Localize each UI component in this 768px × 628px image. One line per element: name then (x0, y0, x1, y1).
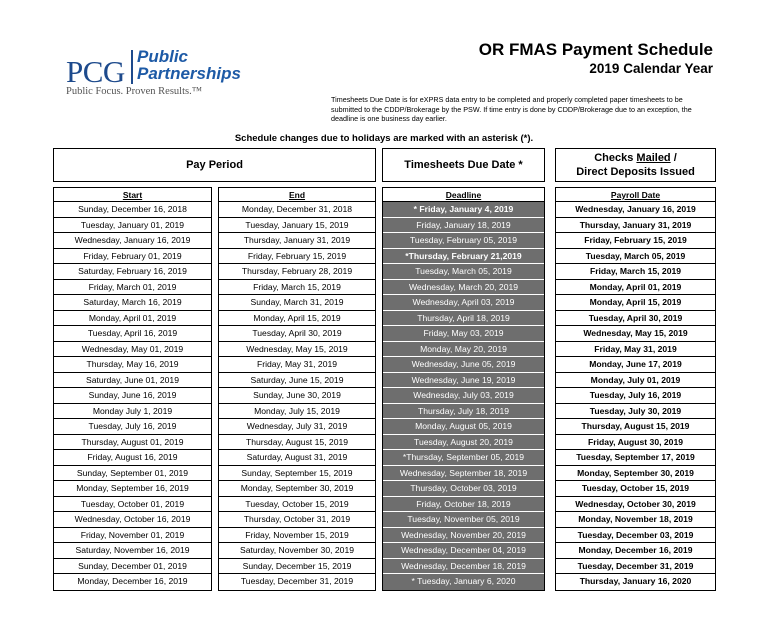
payroll-cell: Tuesday, July 16, 2019 (556, 388, 715, 404)
start-cell: Sunday, September 01, 2019 (54, 466, 211, 482)
end-cell: Thursday, October 31, 2019 (219, 512, 375, 528)
start-cell: Wednesday, May 01, 2019 (54, 342, 211, 358)
payroll-column-header: Payroll Date (556, 188, 715, 202)
deadline-cell: *Thursday, February 21,2019 (383, 249, 544, 265)
start-cell: Friday, February 01, 2019 (54, 249, 211, 265)
deadline-cell: Friday, January 18, 2019 (383, 218, 544, 234)
payroll-cell: Thursday, January 16, 2020 (579, 576, 692, 586)
deadline-cell: Thursday, April 18, 2019 (383, 311, 544, 327)
end-cell: Sunday, June 30, 2019 (219, 388, 375, 404)
payroll-cell: Monday, November 18, 2019 (556, 512, 715, 528)
start-cell: Friday, November 01, 2019 (54, 528, 211, 544)
deadline-cell: *Thursday, September 05, 2019 (383, 450, 544, 466)
deadline-column (382, 187, 545, 591)
end-cell: Sunday, March 31, 2019 (219, 295, 375, 311)
payroll-cell: Tuesday, September 17, 2019 (556, 450, 715, 466)
payroll-cell: Tuesday, December 31, 2019 (556, 559, 715, 575)
deadline-cell: Wednesday, December 04, 2019 (383, 543, 544, 559)
deadline-column-header: Deadline (383, 188, 544, 202)
start-cell: Saturday, March 16, 2019 (54, 295, 211, 311)
payroll-cell: Tuesday, July 30, 2019 (556, 404, 715, 420)
start-cell: Sunday, December 16, 2018 (54, 202, 211, 218)
timesheet-note: Timesheets Due Date is for eXPRS data entry to be completed and properly completed paper timesheets to be submitted to the CDDP/Brokerage by the PSW. If time entry is done by CDDP/Brokerage due to an exception, the deadline is one business day earlier. (331, 95, 692, 124)
start-cell: Thursday, May 16, 2019 (54, 357, 211, 373)
payroll-column (555, 187, 716, 591)
end-cell: Saturday, August 31, 2019 (219, 450, 375, 466)
end-column-header: End (219, 188, 375, 202)
payroll-cell: Monday, June 17, 2019 (556, 357, 715, 373)
deadline-cell: Friday, October 18, 2019 (383, 497, 544, 513)
end-cell: Monday, April 15, 2019 (219, 311, 375, 327)
payroll-cell: Monday, September 30, 2019 (556, 466, 715, 482)
deadline-cell: Thursday, October 03, 2019 (383, 481, 544, 497)
deadline-cell: Tuesday, February 05, 2019 (383, 233, 544, 249)
end-cell: Friday, February 15, 2019 (219, 249, 375, 265)
start-cell: Saturday, June 01, 2019 (54, 373, 211, 389)
end-cell: Saturday, June 15, 2019 (219, 373, 375, 389)
end-cell: Sunday, September 15, 2019 (219, 466, 375, 482)
start-cell: Saturday, February 16, 2019 (54, 264, 211, 280)
end-cell: Tuesday, April 30, 2019 (219, 326, 375, 342)
start-column-header: Start (54, 188, 211, 202)
payroll-cell: Friday, February 15, 2019 (556, 233, 715, 249)
end-cell: Tuesday, December 31, 2019 (240, 576, 354, 586)
deadline-cell: Wednesday, December 18, 2019 (383, 559, 544, 575)
deadline-cell: Wednesday, June 19, 2019 (383, 373, 544, 389)
payroll-cell: Friday, May 31, 2019 (556, 342, 715, 358)
deadline-cell: Monday, August 05, 2019 (383, 419, 544, 435)
end-cell: Sunday, December 15, 2019 (219, 559, 375, 575)
deadline-cell: Wednesday, June 05, 2019 (383, 357, 544, 373)
deadline-cell: Wednesday, November 20, 2019 (383, 528, 544, 544)
payroll-cell: Friday, August 30, 2019 (556, 435, 715, 451)
payroll-cell: Wednesday, October 30, 2019 (556, 497, 715, 513)
logo-pcg-text: PCG (66, 54, 125, 89)
payroll-cell: Monday, December 16, 2019 (556, 543, 715, 559)
deadline-cell: Wednesday, July 03, 2019 (383, 388, 544, 404)
logo-tagline: Public Focus. Proven Results.™ (66, 86, 203, 97)
deadline-cell: Tuesday, November 05, 2019 (383, 512, 544, 528)
start-cell: Sunday, December 01, 2019 (54, 559, 211, 575)
start-cell: Monday July 1, 2019 (54, 404, 211, 420)
payroll-cell: Monday, April 15, 2019 (556, 295, 715, 311)
checks-header-line1 (594, 151, 677, 165)
end-cell: Monday, September 30, 2019 (219, 481, 375, 497)
logo-divider (131, 50, 133, 84)
deadline-cell: * Friday, January 4, 2019 (383, 202, 544, 218)
end-cell: Friday, May 31, 2019 (219, 357, 375, 373)
payroll-cell: Monday, July 01, 2019 (556, 373, 715, 389)
deadline-cell: Wednesday, September 18, 2019 (383, 466, 544, 482)
deadline-cell: * Tuesday, January 6, 2020 (383, 574, 544, 590)
pay-period-header: Pay Period (53, 148, 376, 182)
start-cell: Saturday, November 16, 2019 (54, 543, 211, 559)
start-cell: Tuesday, January 01, 2019 (54, 218, 211, 234)
end-cell: Saturday, November 30, 2019 (219, 543, 375, 559)
payroll-cell: Wednesday, May 15, 2019 (556, 326, 715, 342)
payroll-cell: Tuesday, December 03, 2019 (556, 528, 715, 544)
payroll-cell: Friday, March 15, 2019 (556, 264, 715, 280)
deadline-cell: Monday, May 20, 2019 (383, 342, 544, 358)
end-cell: Monday, July 15, 2019 (219, 404, 375, 420)
start-column (53, 187, 212, 591)
start-cell: Tuesday, July 16, 2019 (54, 419, 211, 435)
payroll-cell: Wednesday, January 16, 2019 (556, 202, 715, 218)
end-cell: Tuesday, January 15, 2019 (219, 218, 375, 234)
logo-public-text: Public (137, 47, 189, 66)
start-cell: Monday, December 16, 2019 (77, 576, 188, 586)
checks-prefix: Checks (594, 152, 637, 164)
end-cell: Friday, March 15, 2019 (219, 280, 375, 296)
checks-header (555, 148, 716, 182)
deadline-cell: Thursday, July 18, 2019 (383, 404, 544, 420)
deadline-cell: Wednesday, April 03, 2019 (383, 295, 544, 311)
end-cell: Thursday, January 31, 2019 (219, 233, 375, 249)
payroll-cell: Thursday, August 15, 2019 (556, 419, 715, 435)
end-cell: Thursday, February 28, 2019 (219, 264, 375, 280)
start-cell: Friday, August 16, 2019 (54, 450, 211, 466)
payroll-cell: Tuesday, April 30, 2019 (556, 311, 715, 327)
payroll-cell: Thursday, January 31, 2019 (556, 218, 715, 234)
checks-suffix: / (670, 152, 677, 164)
deadline-cell: Wednesday, March 20, 2019 (383, 280, 544, 296)
end-cell: Wednesday, July 31, 2019 (219, 419, 375, 435)
payroll-cell: Tuesday, October 15, 2019 (556, 481, 715, 497)
end-column (218, 187, 376, 591)
checks-mailed: Mailed (636, 152, 671, 164)
deadline-cell: Tuesday, August 20, 2019 (383, 435, 544, 451)
deadline-cell: Friday, May 03, 2019 (383, 326, 544, 342)
start-cell: Monday, September 16, 2019 (54, 481, 211, 497)
start-cell: Wednesday, October 16, 2019 (54, 512, 211, 528)
start-cell: Friday, March 01, 2019 (54, 280, 211, 296)
deadline-cell: Tuesday, March 05, 2019 (383, 264, 544, 280)
end-cell: Thursday, August 15, 2019 (219, 435, 375, 451)
timesheets-due-header: Timesheets Due Date * (382, 148, 545, 182)
start-cell: Thursday, August 01, 2019 (54, 435, 211, 451)
checks-header-line2: Direct Deposits Issued (576, 166, 695, 178)
holiday-note: Schedule changes due to holidays are marked with an asterisk (*). (234, 133, 534, 144)
start-cell: Tuesday, October 01, 2019 (54, 497, 211, 513)
start-cell: Monday, April 01, 2019 (54, 311, 211, 327)
start-cell: Sunday, June 16, 2019 (54, 388, 211, 404)
start-cell: Wednesday, January 16, 2019 (54, 233, 211, 249)
end-cell: Wednesday, May 15, 2019 (219, 342, 375, 358)
document-subtitle: 2019 Calendar Year (589, 61, 713, 76)
payroll-cell: Tuesday, March 05, 2019 (556, 249, 715, 265)
payroll-cell: Monday, April 01, 2019 (556, 280, 715, 296)
document-title: OR FMAS Payment Schedule (478, 40, 713, 59)
end-cell: Tuesday, October 15, 2019 (219, 497, 375, 513)
end-cell: Monday, December 31, 2018 (219, 202, 375, 218)
logo-partnerships-text: Partnerships (137, 64, 241, 83)
end-cell: Friday, November 15, 2019 (219, 528, 375, 544)
start-cell: Tuesday, April 16, 2019 (54, 326, 211, 342)
